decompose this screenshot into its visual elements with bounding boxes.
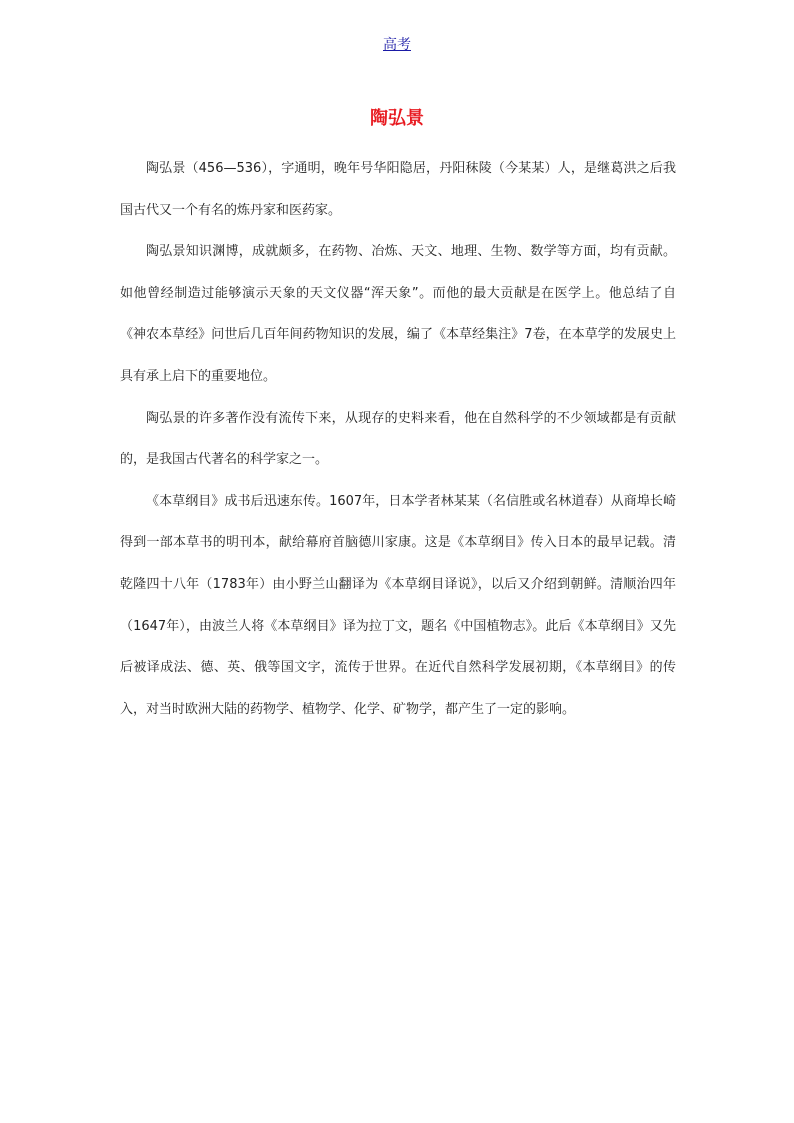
header-link-container — [0, 35, 794, 55]
article-paragraph: 《本草纲目》成书后迅速东传。1607年，日本学者林某某（名信胜或名林道春）从商埠长崎得到一部本草书的明刊本，献给幕府首脑德川家康。这是《本草纲目》传入日本的最早记载。清乾隆四十八年（1783年）由小野兰山翻译为《本草纲目译说》，以后又介绍到朝鲜。清顺治四年（1647年），由波兰人将《本草纲目》译为拉丁文，题名《中国植物志》。此后《本草纲目》又先后被译成法、德、英、俄等国文字，流传于世界。在近代自然科学发展初期，《本草纲目》的传入，对当时欧洲大陆的药物学、植物学、化学、矿物学，都产生了一定的影响。 — [120, 493, 676, 717]
gaokao-link[interactable]: 高考 — [383, 37, 411, 53]
article-paragraph: 陶弘景的许多著作没有流传下来，从现存的史料来看，他在自然科学的不少领域都是有贡献的，是我国古代著名的科学家之一。 — [120, 410, 676, 468]
article-title: 陶弘景 — [370, 108, 424, 129]
article-body — [120, 148, 676, 730]
article-paragraph: 陶弘景知识渊博，成就颇多，在药物、冶炼、天文、地理、生物、数学等方面，均有贡献。如他曾经制造过能够演示天象的天文仪器“浑天象”。而他的最大贡献是在医学上。他总结了自《神农本草经》问世后几百年间药物知识的发展，编了《本草经集注》7卷，在本草学的发展史上具有承上启下的重要地位。 — [120, 244, 676, 384]
article-paragraph: 陶弘景（456—536），字通明，晚年号华阳隐居，丹阳秣陵（今某某）人，是继葛洪之后我国古代又一个有名的炼丹家和医药家。 — [120, 161, 676, 218]
